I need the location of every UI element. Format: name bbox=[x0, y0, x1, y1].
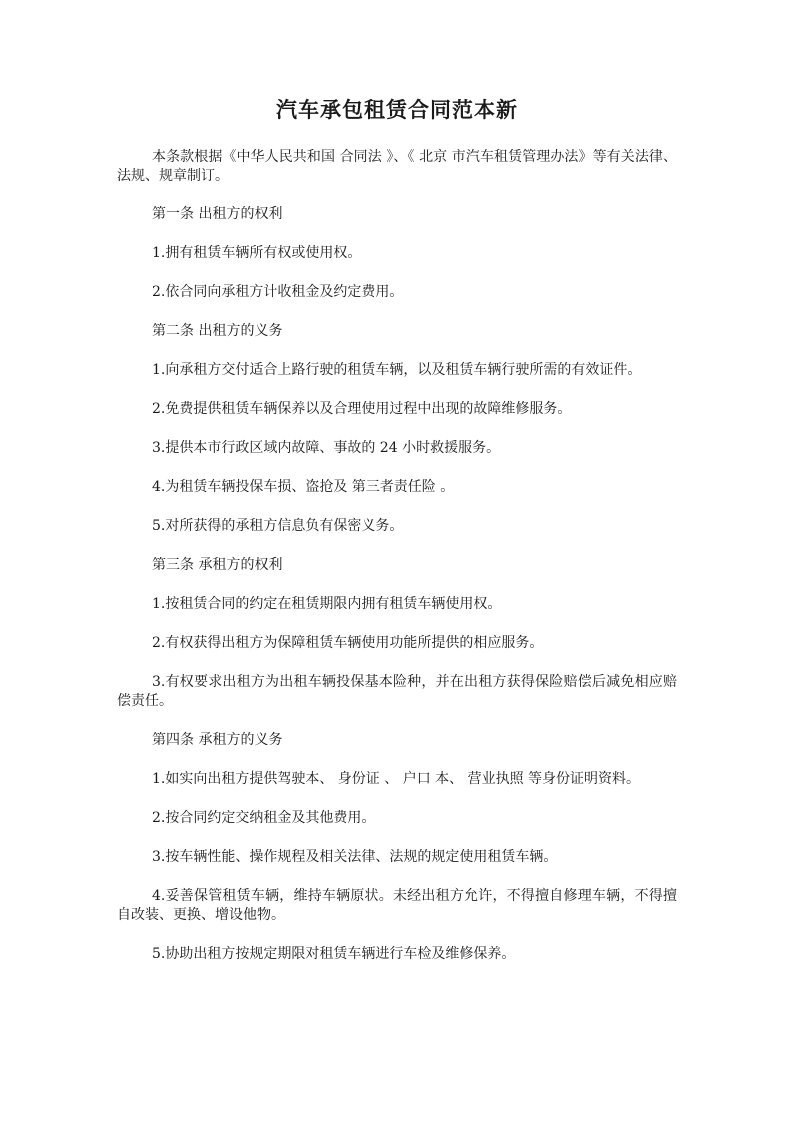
article-2-item-3: 3.提供本市行政区域内故障、事故的 24 小时救援服务。 bbox=[152, 440, 501, 456]
article-2-item-4: 4.为租赁车辆投保车损、盗抢及 第三者责任险 。 bbox=[152, 479, 455, 495]
article-3-item-1: 1.按租赁合同的约定在租赁期限内拥有租赁车辆使用权。 bbox=[152, 596, 502, 612]
article-4-item-3: 3.按车辆性能、操作规程及相关法律、法规的规定使用租赁车辆。 bbox=[152, 849, 558, 865]
article-2-item-2: 2.免费提供租赁车辆保养以及合理使用过程中出现的故障维修服务。 bbox=[152, 401, 572, 417]
document-title: 汽车承包租赁合同范本新 bbox=[276, 97, 518, 122]
article-4-item-1: 1.如实向出租方提供驾驶本、 身份证 、 户口 本、 营业执照 等身份证明资料。 bbox=[152, 771, 641, 787]
document-page bbox=[117, 94, 677, 984]
intro-paragraph: 本条款根据《中华人民共和国 合同法 》、《 北京 市汽车租赁管理办法》等有关法律、法规、规章制订。 bbox=[117, 149, 677, 184]
article-1-item-1: 1.拥有租赁车辆所有权或使用权。 bbox=[152, 245, 362, 261]
article-3-heading: 第三条 承租方的权利 bbox=[152, 557, 283, 573]
article-3-item-2: 2.有权获得出租方为保障租赁车辆使用功能所提供的相应服务。 bbox=[152, 635, 544, 651]
article-4-item-4: 4.妥善保管租赁车辆，维持车辆原状。未经出租方允许，不得擅自修理车辆，不得擅自改装、更换、增设他物。 bbox=[117, 888, 677, 923]
article-2-heading: 第二条 出租方的义务 bbox=[152, 323, 283, 339]
article-4-item-2: 2.按合同约定交纳租金及其他费用。 bbox=[152, 810, 376, 826]
article-1-heading: 第一条 出租方的权利 bbox=[152, 206, 283, 222]
article-4-item-5: 5.协助出租方按规定期限对租赁车辆进行车检及维修保养。 bbox=[152, 946, 516, 962]
article-3-item-3: 3.有权要求出租方为出租车辆投保基本险种，并在出租方获得保险赔偿后减免相应赔偿责任。 bbox=[117, 674, 677, 709]
article-1-item-2: 2.依合同向承租方计收租金及约定费用。 bbox=[152, 284, 404, 300]
article-2-item-5: 5.对所获得的承租方信息负有保密义务。 bbox=[152, 518, 404, 534]
article-4-heading: 第四条 承租方的义务 bbox=[152, 732, 283, 748]
article-2-item-1: 1.向承租方交付适合上路行驶的租赁车辆，以及租赁车辆行驶所需的有效证件。 bbox=[152, 362, 642, 378]
